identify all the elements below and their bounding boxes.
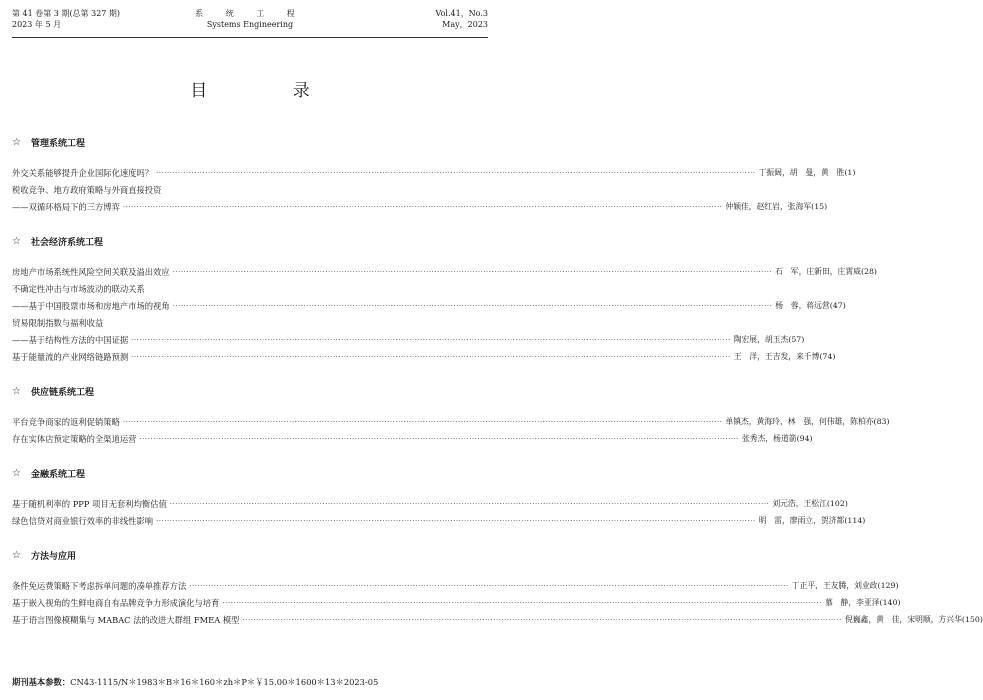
section-heading-text: 社会经济系统工程 xyxy=(30,237,103,248)
journal-name xyxy=(12,8,488,30)
dot-leader: ···························································································································································································································· xyxy=(122,202,723,211)
journal-name-cn: 系 统 工 程 xyxy=(195,9,305,18)
star-outline-icon: ☆ xyxy=(12,136,21,148)
article-authors-page: 仲颖佳，赵红岩，张海军(15) xyxy=(725,202,828,211)
star-outline-icon: ☆ xyxy=(12,235,21,247)
heading-spacer xyxy=(12,481,488,495)
dot-leader: ···························································································································································································································· xyxy=(156,516,756,525)
section-heading-text: 金融系统工程 xyxy=(30,469,85,480)
toc-entry[interactable] xyxy=(12,280,488,297)
issue-volume: 第 41 卷第 3 期(总第 327 期) xyxy=(12,9,121,18)
toc-entry[interactable] xyxy=(12,348,836,365)
header-rule xyxy=(12,37,488,38)
article-title: ——基于结构性方法的中国证据 xyxy=(12,334,129,345)
article-authors-page: 丁振阔，胡 曼，黄 胜(1) xyxy=(758,168,856,177)
article-title: 税收竞争、地方政府策略与外商直接投资 xyxy=(12,184,162,195)
article-authors-page: 丁正平，王友腾，刘业政(129) xyxy=(791,581,899,590)
article-title: ——双循环格局下的三方博弈 xyxy=(12,201,120,212)
toc-entry[interactable] xyxy=(12,181,488,198)
journal-parameters xyxy=(12,676,488,688)
toc-entry[interactable] xyxy=(12,314,488,331)
dot-leader: ···························································································································································································································· xyxy=(222,598,822,607)
section-heading xyxy=(12,134,488,150)
article-title: 平台竞争商家的返利促销策略 xyxy=(12,416,120,427)
dot-leader: ···························································································································································································································· xyxy=(169,499,770,508)
toc-entry[interactable] xyxy=(12,331,805,348)
article-title: 不确定性冲击与市场波动的联动关系 xyxy=(12,283,145,294)
dot-leader: ···························································································································································································································· xyxy=(131,335,731,344)
dot-leader: ···························································································································································································································· xyxy=(172,301,773,310)
section-spacer xyxy=(12,529,488,547)
dot-leader: ···························································································································································································································· xyxy=(122,417,723,426)
toc-entry[interactable] xyxy=(12,495,848,512)
star-outline-icon: ☆ xyxy=(12,549,21,561)
dot-leader: ···························································································································································································································· xyxy=(242,615,842,624)
section-spacer xyxy=(12,215,488,233)
toc-entry[interactable] xyxy=(12,263,877,280)
section-spacer xyxy=(12,447,488,465)
issue-date: 2023 年 5 月 xyxy=(12,20,62,29)
star-outline-icon: ☆ xyxy=(12,467,21,479)
dot-leader: ···························································································································································································································· xyxy=(156,168,756,177)
article-title: 房地产市场系统性风险空间关联及溢出效应 xyxy=(12,266,170,277)
article-title: ——基于中国股票市场和房地产市场的视角 xyxy=(12,300,170,311)
article-title: 基于语言图像模糊集与 MABAC 法的改进大群组 FMEA 模型 xyxy=(12,614,240,625)
article-title: 存在实体店预定策略的全渠道运营 xyxy=(12,433,137,444)
article-authors-page: 王 洋，王吉发，来千博(74) xyxy=(733,352,836,361)
article-authors-page: 刘元浩，王松江(102) xyxy=(772,499,848,508)
journal-header xyxy=(12,8,488,38)
journal-parameters-text: CN43-1115/N＊1983＊B＊16＊160＊zh＊P＊￥15.00＊1600＊13＊2023-05 xyxy=(70,677,379,687)
article-title: 条件免运费策略下考虑拆单问题的凑单推荐方法 xyxy=(12,580,187,591)
article-authors-page: 陶宏展，胡玉杰(57) xyxy=(733,335,805,344)
toc-entry[interactable] xyxy=(12,164,856,181)
toc-entry[interactable] xyxy=(12,512,866,529)
toc-entry[interactable] xyxy=(12,611,983,628)
dot-leader: ···························································································································································································································· xyxy=(131,352,731,361)
star-outline-icon: ☆ xyxy=(12,385,21,397)
dot-leader: ···························································································································································································································· xyxy=(189,581,789,590)
table-of-contents xyxy=(12,134,983,628)
journal-parameters-label: 期刊基本参数： xyxy=(12,677,71,687)
section-heading-text: 供应链系统工程 xyxy=(30,387,94,398)
section-heading xyxy=(12,547,488,563)
section-heading xyxy=(12,233,488,249)
article-authors-page: 明 雷，廖雨立，贺济都(114) xyxy=(758,516,866,525)
dot-leader: ···························································································································································································································· xyxy=(139,434,739,443)
heading-spacer xyxy=(12,399,488,413)
section-heading xyxy=(12,465,488,481)
article-authors-page: 石 军，庄新田，庄霄威(28) xyxy=(775,267,877,276)
section-spacer xyxy=(12,365,488,383)
heading-spacer xyxy=(12,150,488,164)
journal-name-en: Systems Engineering xyxy=(206,20,294,29)
toc-entry[interactable] xyxy=(12,430,813,447)
page-title: 目 录 xyxy=(190,81,350,101)
article-title: 基于随机利率的 PPP 项目无套利均衡估值 xyxy=(12,498,167,509)
section-heading-text: 方法与应用 xyxy=(30,551,76,562)
dot-leader: ···························································································································································································································· xyxy=(172,267,773,276)
toc-entry[interactable] xyxy=(12,297,846,314)
section-heading xyxy=(12,383,488,399)
article-title: 基于嵌入视角的生鲜电商自有品牌竞争力形成演化与培育 xyxy=(12,597,220,608)
heading-spacer xyxy=(12,563,488,577)
article-authors-page: 慕 静，李亚泽(140) xyxy=(824,598,901,607)
article-title: 绿色信贷对商业银行效率的非线性影响 xyxy=(12,515,154,526)
toc-entry[interactable] xyxy=(12,577,899,594)
section-heading-text: 管理系统工程 xyxy=(30,138,85,149)
article-authors-page: 单镇杰，黄海玲，林 强，何伟雄，陈柏亦(83) xyxy=(725,417,890,426)
article-title: 贸易限制指数与福利收益 xyxy=(12,317,104,328)
volume-date: May，2023 xyxy=(442,20,488,29)
toc-entry[interactable] xyxy=(12,198,828,215)
volume-info xyxy=(436,8,488,30)
toc-entry[interactable] xyxy=(12,413,890,430)
article-authors-page: 倪巍鑫，黄 佳，宋明顺，方兴华(150) xyxy=(844,615,983,624)
article-authors-page: 张秀杰，杨道箭(94) xyxy=(742,434,813,443)
volume-number: Vol.41，No.3 xyxy=(435,9,488,18)
article-title: 基于能量流的产业网络链路预测 xyxy=(12,351,129,362)
article-authors-page: 杨 蓉，蒋远营(47) xyxy=(775,301,846,310)
toc-entry[interactable] xyxy=(12,594,901,611)
heading-spacer xyxy=(12,249,488,263)
article-title: 外交关系能够提升企业国际化速度吗？ xyxy=(12,167,154,178)
